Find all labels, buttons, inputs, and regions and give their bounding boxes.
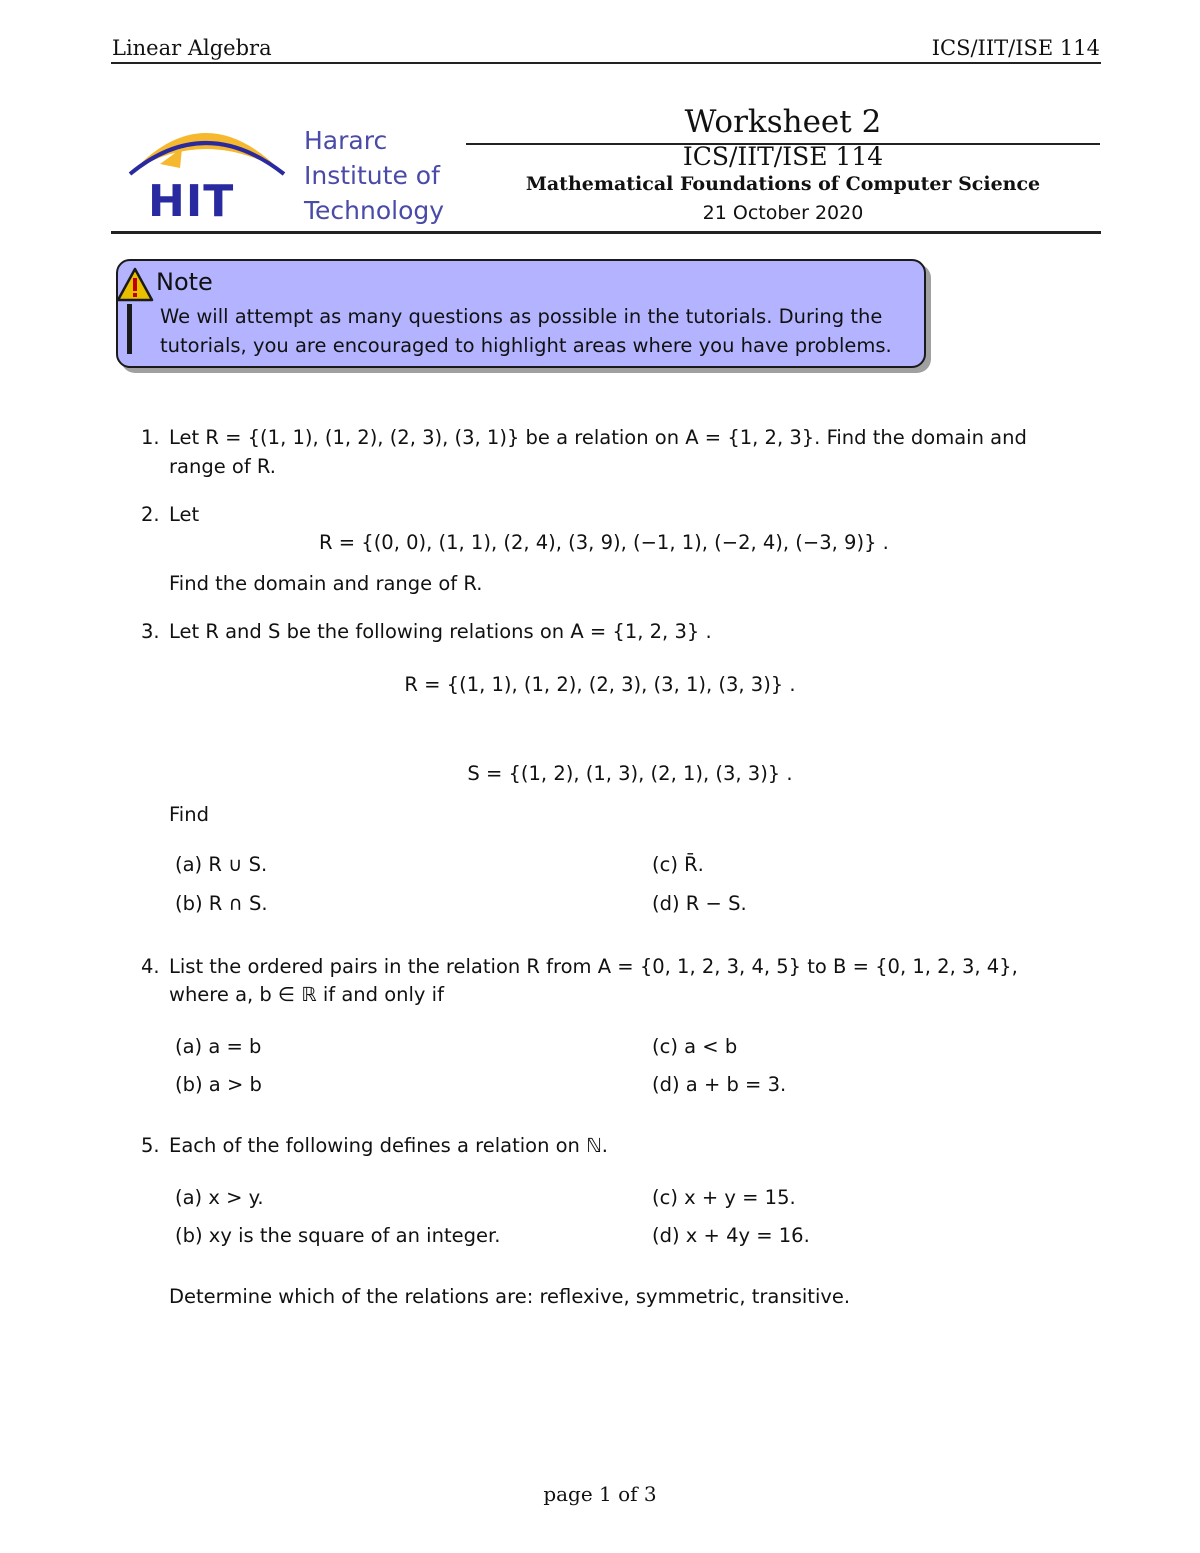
page-number: page 1 of 3 bbox=[543, 1482, 657, 1506]
note-heading: Note bbox=[156, 268, 213, 296]
warning-icon bbox=[115, 266, 155, 304]
question-5-part-c: (c) x + y = 15. bbox=[652, 1186, 796, 1209]
hit-logo bbox=[120, 108, 290, 228]
question-5-closing: Determine which of the relations are: reflexive, symmetric, transitive. bbox=[169, 1285, 851, 1308]
question-1-number: 1. bbox=[141, 426, 160, 449]
question-5-part-d: (d) x + 4y = 16. bbox=[652, 1224, 810, 1247]
question-4-part-d: (d) a + b = 3. bbox=[652, 1073, 787, 1096]
question-1-line-2: range of R. bbox=[169, 455, 276, 478]
title-block-rule bbox=[111, 231, 1101, 234]
question-3-part-c: (c) R̄. bbox=[652, 853, 704, 876]
question-5-intro: Each of the following defines a relation on ℕ. bbox=[169, 1134, 608, 1157]
question-3-part-a: (a) R ∪ S. bbox=[175, 853, 268, 876]
question-4-part-a: (a) a = b bbox=[175, 1035, 262, 1058]
question-3-find: Find bbox=[169, 803, 209, 826]
note-line-1: We will attempt as many questions as possible in the tutorials. During the bbox=[160, 305, 883, 328]
question-3-relation-s: S = {(1, 2), (1, 3), (2, 1), (3, 3)} . bbox=[467, 762, 793, 785]
worksheet-title: Worksheet 2 bbox=[684, 104, 882, 140]
question-3-relation-r: R = {(1, 1), (1, 2), (2, 3), (3, 1), (3, 3)} . bbox=[404, 673, 796, 696]
note-bar bbox=[127, 304, 132, 354]
question-3-part-b: (b) R ∩ S. bbox=[175, 892, 268, 915]
question-4-part-b: (b) a > b bbox=[175, 1073, 262, 1096]
question-5-part-a: (a) x > y. bbox=[175, 1186, 264, 1209]
question-3-number: 3. bbox=[141, 620, 160, 643]
question-2-after: Find the domain and range of R. bbox=[169, 572, 483, 595]
question-4-line-1: List the ordered pairs in the relation R from A = {0, 1, 2, 3, 4, 5} to B = {0, 1, 2, 3, 4}, bbox=[169, 955, 1018, 978]
institute-line-1: Hararc bbox=[304, 126, 388, 155]
question-4-line-2: where a, b ∈ ℝ if and only if bbox=[169, 983, 444, 1006]
question-3-intro: Let R and S be the following relations on A = {1, 2, 3} . bbox=[169, 620, 712, 643]
worksheet-date: 21 October 2020 bbox=[702, 202, 864, 224]
running-header-left: Linear Algebra bbox=[112, 36, 272, 60]
question-3-part-d: (d) R − S. bbox=[652, 892, 747, 915]
institute-line-2: Institute of bbox=[304, 161, 440, 190]
question-1-line-1: Let R = {(1, 1), (1, 2), (2, 3), (3, 1)} be a relation on A = {1, 2, 3}. Find the domain and bbox=[169, 426, 1027, 449]
hit-abbrev: HIT bbox=[148, 176, 235, 227]
running-header-right: ICS/IIT/ISE 114 bbox=[931, 36, 1100, 60]
header-rule bbox=[111, 62, 1101, 64]
note-line-2: tutorials, you are encouraged to highlight areas where you have problems. bbox=[160, 334, 892, 357]
question-5-number: 5. bbox=[141, 1134, 160, 1157]
question-4-part-c: (c) a < b bbox=[652, 1035, 738, 1058]
institute-line-3: Technology bbox=[304, 196, 445, 225]
course-name: Mathematical Foundations of Computer Science bbox=[525, 173, 1041, 195]
question-5-part-b: (b) xy is the square of an integer. bbox=[175, 1224, 501, 1247]
question-2-intro: Let bbox=[169, 503, 200, 526]
question-2-number: 2. bbox=[141, 503, 160, 526]
course-code: ICS/IIT/ISE 114 bbox=[682, 142, 884, 171]
question-4-number: 4. bbox=[141, 955, 160, 978]
question-2-display: R = {(0, 0), (1, 1), (2, 4), (3, 9), (−1, 1), (−2, 4), (−3, 9)} . bbox=[319, 531, 889, 554]
